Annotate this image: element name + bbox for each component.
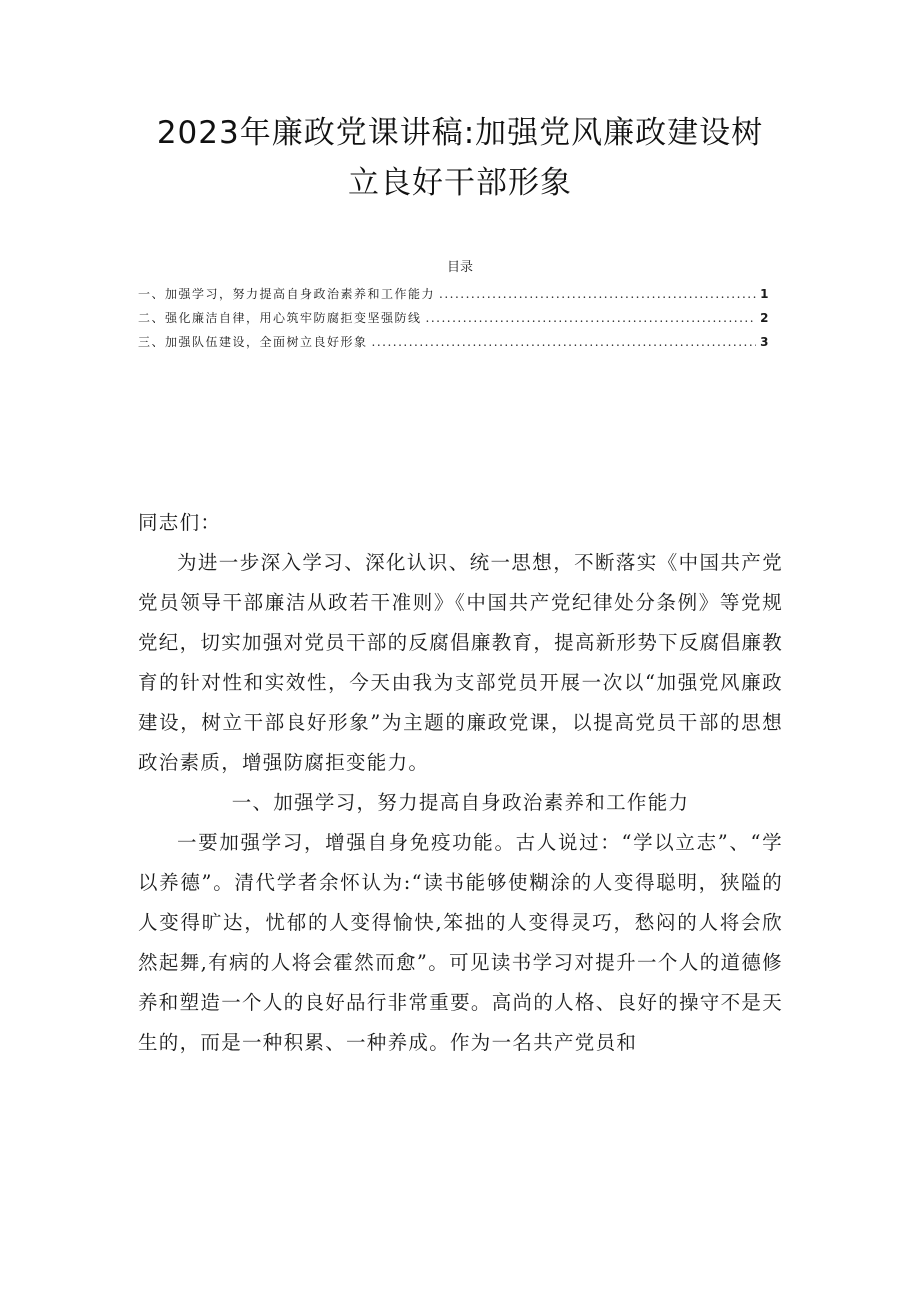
toc-heading: 目录 — [446, 260, 473, 275]
document-title — [120, 108, 800, 208]
toc-entry-2[interactable] — [138, 308, 770, 332]
intro-paragraph: 为进一步深入学习、深化认识、统一思想，不断落实《中国共产党党员领导干部廉洁从政若干准则》《中国共产党纪律处分条例》等党规党纪，切实加强对党员干部的反腐倡廉教育，提高新形势下反腐倡廉教育的针对性和实效性，今天由我为支部党员开展一次以“加强党风廉政建设，树立干部良好形象”为主题的廉政党课，以提高党员干部的思想政治素质，增强防腐拒变能力。 — [138, 551, 783, 774]
salutation: 同志们： — [138, 511, 222, 534]
document-title-line-1: 2023年廉政党课讲稿:加强党风廉政建设树 — [156, 115, 764, 151]
toc-dot-leader — [372, 332, 757, 352]
toc-dot-leader — [439, 284, 756, 304]
section-1-paragraph: 一要加强学习，增强自身免疫功能。古人说过：“学以立志”、“学以养德”。清代学者余怀认为:“读书能够使糊涂的人变得聪明，狭隘的人变得旷达，忧郁的人变得愉快,笨拙的人变得灵巧，愁闷的人将会欣然起舞,有病的人将会霍然而愈”。可见读书学习对提升一个人的道德修养和塑造一个人的良好品行非常重要。高尚的人格、良好的操守不是天生的，而是一种积累、一种养成。作为一名共产党员和 — [138, 831, 783, 1054]
document-body — [138, 503, 783, 1063]
toc-entry-text: 二、强化廉洁自律，用心筑牢防腐拒变坚强防线 — [138, 311, 422, 325]
toc-entry-3[interactable] — [138, 332, 770, 356]
toc-entry-1[interactable] — [138, 284, 770, 308]
toc-page-number: 3 — [760, 335, 770, 349]
table-of-contents — [138, 284, 770, 356]
toc-page-number: 2 — [760, 311, 770, 325]
document-title-line-2: 立良好干部形象 — [348, 165, 572, 201]
toc-entry-text: 一、加强学习，努力提高自身政治素养和工作能力 — [138, 287, 436, 301]
toc-dot-leader — [426, 308, 757, 328]
section-1-heading: 一、加强学习，努力提高自身政治素养和工作能力 — [231, 791, 690, 814]
toc-entry-text: 三、加强队伍建设，全面树立良好形象 — [138, 335, 368, 349]
toc-page-number: 1 — [760, 287, 770, 301]
